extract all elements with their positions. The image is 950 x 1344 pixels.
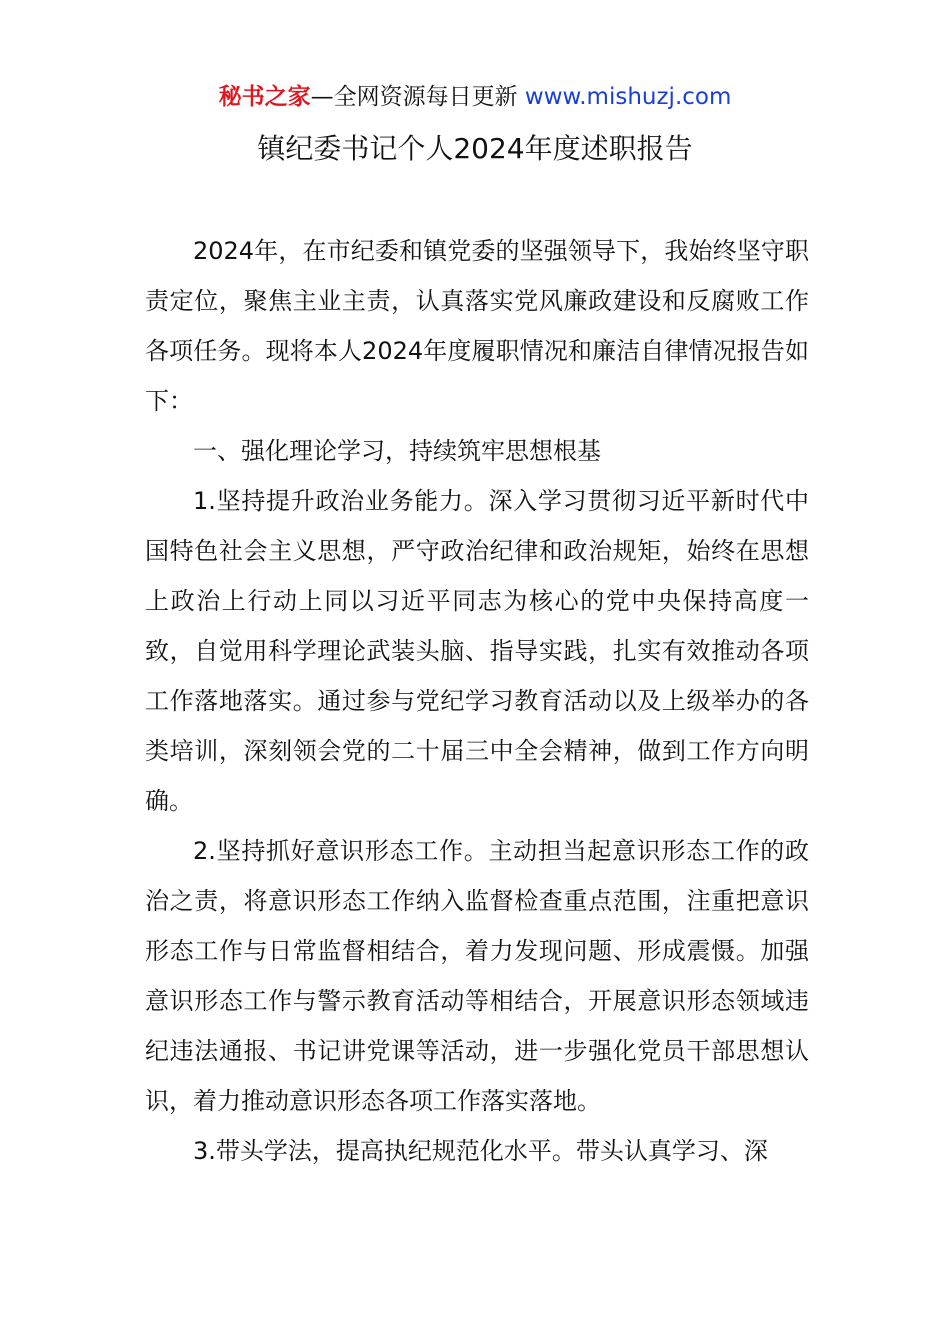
paragraph-item-2: 2.坚持抓好意识形态工作。主动担当起意识形态工作的政治之责，将意识形态工作纳入监督检查重点范围，注重把意识形态工作与日常监督相结合，着力发现问题、形成震慑。加强意识形态工作与警示教育活动等相结合，开展意识形态领域违纪违法通报、书记讲党课等活动，进一步强化党员干部思想认识，着力推动意识形态各项工作落实落地。 (145, 837, 809, 1115)
document-body (145, 226, 809, 1176)
paragraph-item-3: 3.带头学法，提高执纪规范化水平。带头认真学习、深 (193, 1137, 768, 1165)
paragraph-item-1: 1.坚持提升政治业务能力。深入学习贯彻习近平新时代中国特色社会主义思想，严守政治纪律和政治规矩，始终在思想上政治上行动上同以习近平同志为核心的党中央保持高度一致，自觉用科学理论武装头脑、指导实践，扎实有效推动各项工作落地落实。通过参与党纪学习教育活动以及上级举办的各类培训，深刻领会党的二十届三中全会精神，做到工作方向明确。 (145, 487, 809, 815)
paragraph-intro: 2024年，在市纪委和镇党委的坚强领导下，我始终坚守职责定位，聚焦主业主责，认真落实党风廉政建设和反腐败工作各项任务。现将本人2024年度履职情况和廉洁自律情况报告如下： (145, 237, 809, 415)
site-url-link[interactable]: www.mishuzj.com (524, 84, 732, 110)
document-title: 镇纪委书记个人2024年度述职报告 (257, 132, 693, 165)
site-slogan: —全网资源每日更新 (310, 84, 518, 110)
section-heading-1: 一、强化理论学习，持续筑牢思想根基 (193, 437, 601, 465)
site-header (0, 80, 950, 114)
site-brand: 秘书之家 (218, 84, 311, 110)
